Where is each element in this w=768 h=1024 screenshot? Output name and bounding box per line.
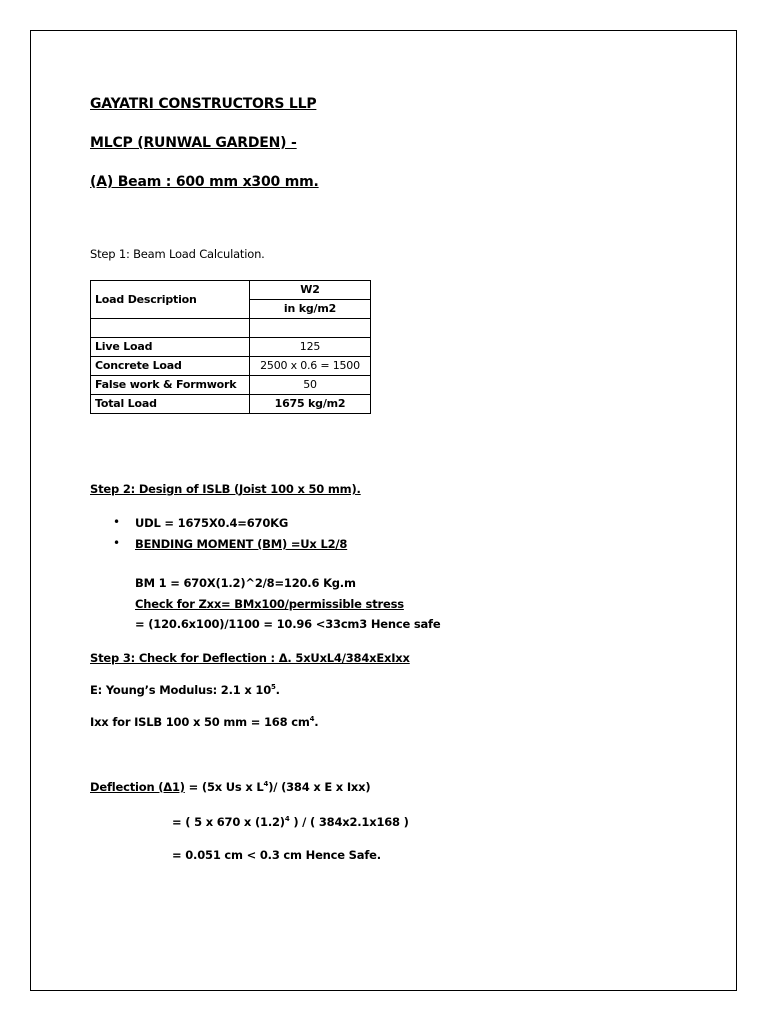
blank-cell [91, 319, 250, 338]
deflection-substitution-line [172, 815, 409, 829]
bending-moment-line: BENDING MOMENT (BM) =Ux L2/8 [135, 537, 348, 551]
header-load-description: Load Description [91, 281, 250, 319]
row-value: 1675 kg/m2 [250, 395, 371, 414]
company-title: GAYATRI CONSTRUCTORS LLP [90, 96, 317, 112]
deflection-substitution-b: ) / ( 384x2.1x168 ) [289, 815, 409, 829]
row-label: False work & Formwork [91, 376, 250, 395]
deflection-label: Deflection (Δ1) [90, 780, 185, 794]
ixx-suffix: . [314, 715, 319, 729]
youngs-modulus-exponent: 5 [271, 683, 276, 692]
deflection-substitution-a: = ( 5 x 670 x (1.2) [172, 815, 285, 829]
load-table [90, 280, 371, 414]
deflection-formula-a: = (5x Us x L [184, 780, 264, 794]
bullet-icon: • [113, 515, 121, 529]
row-value: 125 [250, 338, 371, 357]
ixx-text: Ixx for ISLB 100 x 50 mm = 168 cm [90, 715, 310, 729]
beam-title: (A) Beam : 600 mm x300 mm. [90, 174, 319, 190]
bm1-line: BM 1 = 670X(1.2)^2/8=120.6 Kg.m [135, 576, 356, 590]
row-label: Live Load [91, 338, 250, 357]
deflection-formula-exponent: 4 [263, 780, 269, 789]
table-row [91, 338, 371, 357]
deflection-result-line: = 0.051 cm < 0.3 cm Hence Safe. [172, 848, 381, 862]
table-blank-row [91, 319, 371, 338]
step1-title: Step 1: Beam Load Calculation. [90, 247, 265, 261]
ixx-line [90, 715, 318, 729]
bullet-icon: • [113, 536, 121, 550]
header-unit: in kg/m2 [250, 300, 371, 319]
youngs-modulus-text: E: Young’s Modulus: 2.1 x 10 [90, 683, 271, 697]
step3-title: Step 3: Check for Deflection : Δ. 5xUxL4/384xExIxx [90, 651, 410, 665]
udl-line: UDL = 1675X0.4=670KG [135, 516, 289, 530]
step2-title: Step 2: Design of ISLB (Joist 100 x 50 mm). [90, 482, 361, 496]
header-w2: W2 [250, 281, 371, 300]
table-header-row [91, 281, 371, 300]
deflection-formula-b: )/ (384 x E x Ixx) [268, 780, 371, 794]
project-title: MLCP (RUNWAL GARDEN) - [90, 135, 297, 151]
blank-cell [250, 319, 371, 338]
table-row [91, 357, 371, 376]
youngs-modulus-line [90, 683, 280, 697]
deflection-substitution-exponent: 4 [284, 815, 290, 824]
zxx-check-line: Check for Zxx= BMx100/permissible stress [135, 597, 404, 611]
row-label: Total Load [91, 395, 250, 414]
row-value: 50 [250, 376, 371, 395]
deflection-formula-line [90, 780, 370, 794]
row-value: 2500 x 0.6 = 1500 [250, 357, 371, 376]
youngs-modulus-suffix: . [275, 683, 280, 697]
table-row [91, 395, 371, 414]
ixx-exponent: 4 [309, 715, 315, 724]
zxx-result-line: = (120.6x100)/1100 = 10.96 <33cm3 Hence safe [135, 617, 441, 631]
table-row [91, 376, 371, 395]
row-label: Concrete Load [91, 357, 250, 376]
